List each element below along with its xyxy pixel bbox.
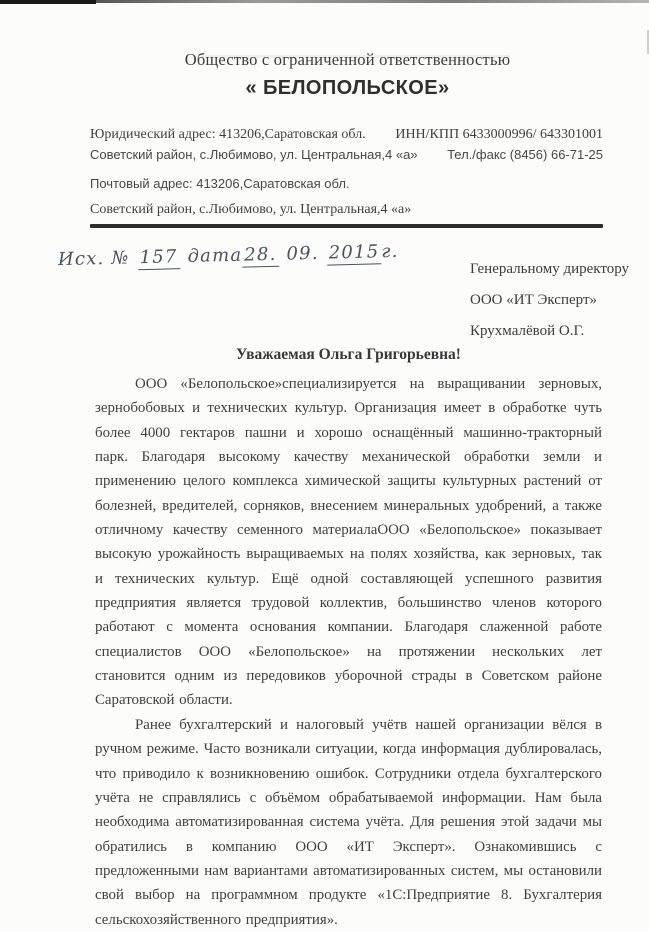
postal-address-line2: Советский район, с.Любимово, ул. Центральная,4 «а» [90, 202, 412, 217]
phone-fax: Тел./факс (8456) 66-71-25 [447, 147, 603, 162]
organization-name: « БЕЛОПОЛЬСКОЕ» [245, 77, 450, 99]
body-paragraph-2: Ранее бухгалтерский и налоговый учётв нашей организации вёлся в ручном режиме. Часто возникали ситуации, когда информация дублировалась, что приводило к возникновению ошибок. Сотрудники отдела бухгалтерского учёта не справлялись с объёмом обрабатываемой информации. Нам была необходима автоматизированная система учёта. Для решения этой задачи мы обратились в компанию ООО «ИТ Эксперт». Ознакомившись с предложенными нам вариантами автоматизированных систем, мы остановили свой выбор на программном продукте «1С:Предприятие 8. Бухгалтерия сельскохозяйственного предприятия». [95, 716, 602, 928]
organization-type: Общество с ограниченной ответственностью [184, 50, 511, 69]
outgoing-number: 157 [137, 246, 180, 270]
legal-address-line2: Советский район, с.Любимово, ул. Центральная,4 «а» [90, 147, 418, 162]
letter-body [95, 372, 602, 932]
recipient-name: Крухмалёвой О.Г. [470, 323, 585, 339]
recipient-block [470, 254, 629, 347]
outgoing-date-month: 09. [286, 242, 320, 265]
scan-artifact-top-left-corner [0, 0, 96, 4]
recipient-position: Генеральному директору [470, 261, 630, 277]
inn-kpp: ИНН/КПП 6433000996/ 643301001 [395, 127, 603, 142]
outgoing-year-suffix: г. [381, 240, 399, 263]
postal-address-line1: Почтовый адрес: 413206,Саратовская обл. [90, 176, 350, 191]
outgoing-date-label: дата [187, 244, 243, 267]
letterhead [90, 50, 605, 100]
outgoing-date-day: 28. [242, 244, 279, 268]
letterhead-divider-rule [90, 224, 603, 228]
recipient-company: ООО «ИТ Эксперт» [470, 292, 598, 308]
outgoing-reference-handwritten [58, 241, 399, 272]
salutation: Уважаемая Ольга Григорьевна! [236, 346, 461, 363]
legal-address-line1: Юридический адрес: 413206,Саратовская обл. [90, 127, 366, 142]
body-paragraph-1: ООО «Белопольское»специализируется на выращивании зерновых, зернобобовых и технических культур. Организация имеет в обработке чуть более 4000 гектаров пашни и хорошо оснащённый машинно-тракторный парк. Благодаря высокому качеству механической обработки земли и применению целого комплекса химической защиты культурных растений от болезней, вредителей, сорняков, внесением минеральных удобрений, а также отличному качеству семенного материалаООО «Белопольское» показывает высокую урожайность выращиваемых на полях хозяйства, как зерновых, так и технических культур. Ещё одной составляющей успешного развития предприятия является трудовой коллектив, большинство членов которого работают с момента основания компании. Благодаря слаженной работе специалистов ООО «Белопольское» на протяжении нескольких лет становится одним из передовиков уборочной страды в Советском районе Саратовской области. [95, 376, 602, 709]
outgoing-prefix: Исх. № [57, 247, 130, 271]
outgoing-date-year: 2015 [326, 241, 381, 265]
scan-artifact-top-edge [0, 0, 649, 3]
